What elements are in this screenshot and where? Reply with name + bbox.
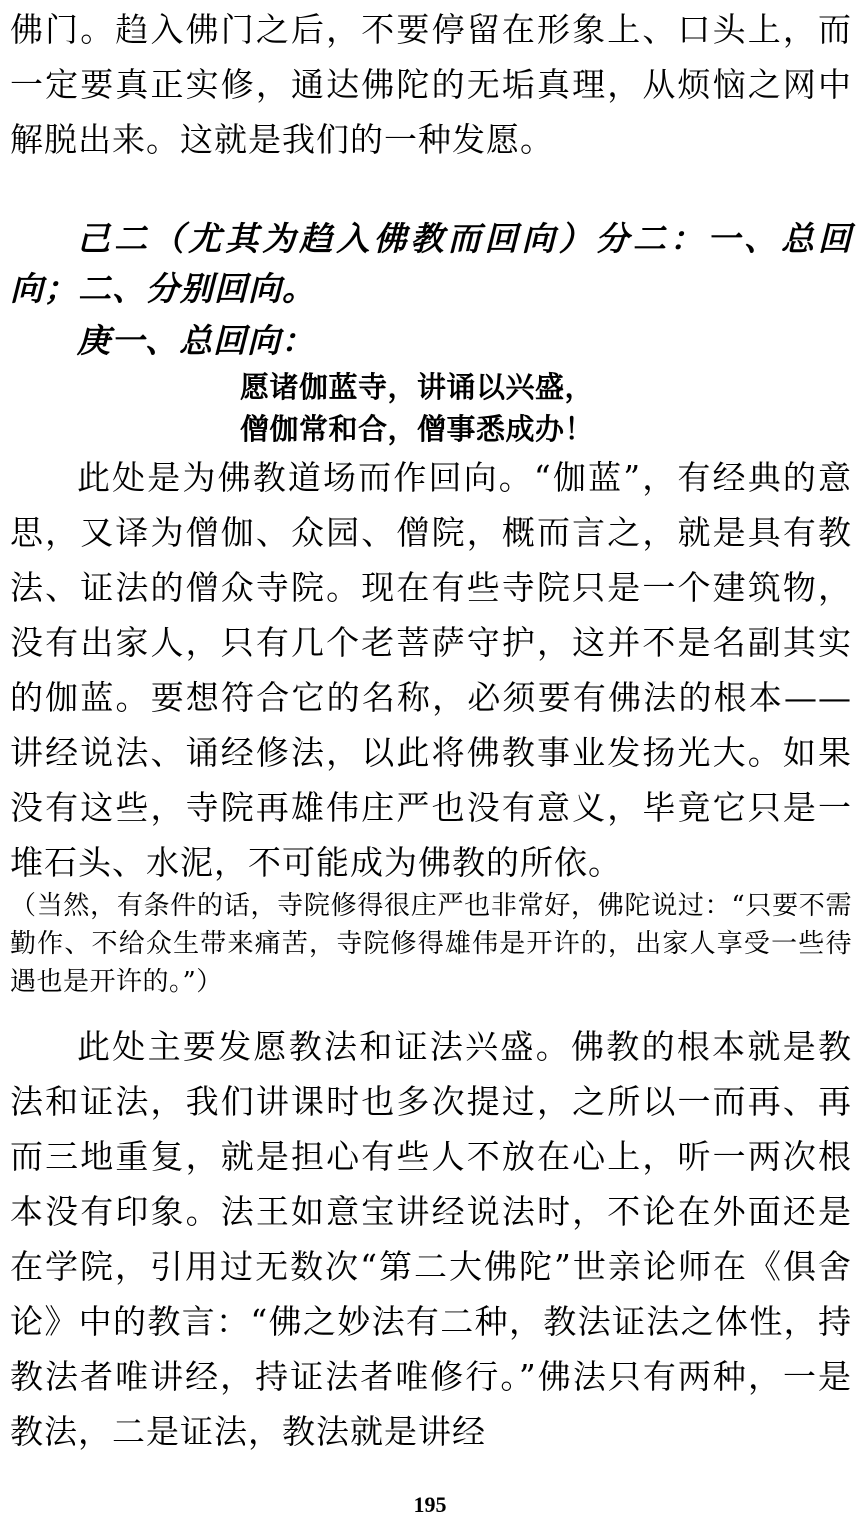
opening-paragraph: 佛门。趋入佛门之后，不要停留在形象上、口头上，而一定要真正实修，通达佛陀的无垢真理，从烦恼之网中解脱出来。这就是我们的一种发愿。 (10, 10, 852, 159)
verse-line-1: 愿诸伽蓝寺，讲诵以兴盛， (240, 370, 595, 404)
commentary-paragraph-2: 此处主要发愿教法和证法兴盛。佛教的根本就是教法和证法，我们讲课时也多次提过，之所以一而再、再而三地重复，就是担心有些人不放在心上，听一两次根本没有印象。法王如意宝讲经说法时，不论在外面还是在学院，引用过无数次“第二大佛陀”世亲论师在《俱舍论》中的教言：“佛之妙法有二种，教法证法之体性，持教法者唯讲经，持证法者唯修行。”佛法只有两种，一是教法，二是证法，教法就是讲经 (10, 1027, 852, 1451)
section-heading: 己二（尤其为趋入佛教而回向）分二：一、总回向；二、分别回向。 (10, 219, 852, 308)
commentary-paragraph-1: 此处是为佛教道场而作回向。“伽蓝”，有经典的意思，又译为僧伽、众园、僧院，概而言之，就是具有教法、证法的僧众寺院。现在有些寺院只是一个建筑物，没有出家人，只有几个老菩萨守护，这并不是名副其实的伽蓝。要想符合它的名称，必须要有佛法的根本——讲经说法、诵经修法，以此将佛教事业发扬光大。如果没有这些，寺院再雄伟庄严也没有意义，毕竟它只是一堆石头、水泥，不可能成为佛教的所依。 (10, 458, 852, 882)
page-number: 195 (413, 1492, 447, 1517)
verse-line-2: 僧伽常和合，僧事悉成办！ (240, 412, 595, 446)
parenthetical-note: （当然，有条件的话，寺院修得很庄严也非常好，佛陀说过：“只要不需勤作、不给众生带来痛苦，寺院修得雄伟是开许的，出家人享受一些待遇也是开许的。”） (10, 891, 852, 997)
subsection-heading: 庚一、总回向： (77, 321, 315, 360)
